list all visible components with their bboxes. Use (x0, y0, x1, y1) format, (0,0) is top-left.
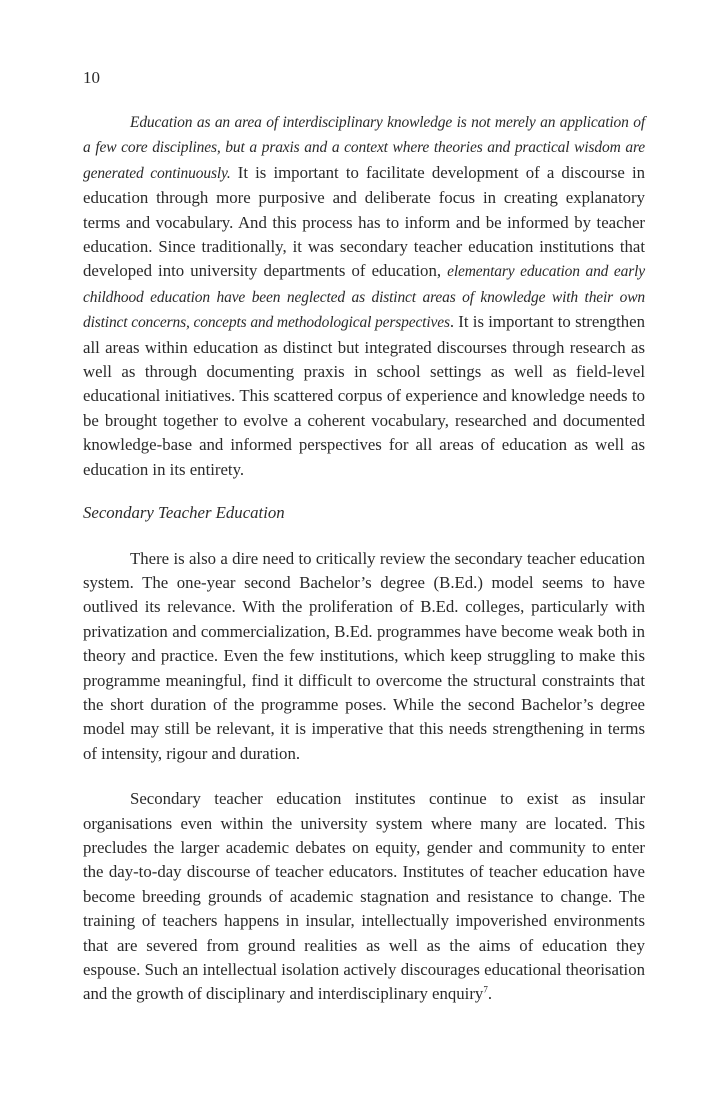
footnote-reference: 7 (483, 984, 488, 995)
body-text (83, 110, 645, 1007)
paragraph-text: Secondary teacher education institutes continue to exist as insular organisations even within the university system where many are located. This precludes the larger academic debates on equity, gender and community to enter the day-to-day discourse of teacher educators. Institutes of teacher education have become breeding grounds of academic stagnation and resistance to change. The training of teachers happens in insular, intellectually impoverished environments that are severed from ground realities as well as the aims of education they espouse. Such an intellectual isolation actively discourages educational theorisation and the growth of disciplinary and interdisciplinary enquiry (83, 789, 645, 1004)
section-heading: Secondary Teacher Education (83, 503, 285, 523)
paragraph-secondary-review: There is also a dire need to critically review the secondary teacher education system. The one-year second Bachelor’s degree (B.Ed.) model seems to have outlived its relevance. With the proliferation of B.Ed. colleges, particularly with privatization and commercialization, B.Ed. programmes have become weak both in theory and practice. Even the few institutions, which keep struggling to make this programme meaningful, find it difficult to overcome the structural constraints that the short duration of the programme poses. While the second Bachelor’s degree model may still be relevant, it is imperative that this needs strengthening in terms of intensity, rigour and duration. (83, 548, 645, 763)
paragraph-end: . (487, 984, 493, 1004)
page-number: 10 (83, 68, 100, 87)
paragraph-text-b: . It is important to strengthen all areas within education as distinct but integrated discourses through research as well as through documenting praxis in school settings as well as field-level educational initiatives. This scattered corpus of experience and knowledge needs to be brought together to evolve a coherent vocabulary, researched and documented knowledge-base and informed perspectives for all areas of education as well as education in its entirety. (83, 312, 645, 479)
paragraph-insular-institutes (83, 787, 645, 1007)
italic-lead-sentence: Education as an area of interdisciplinary knowledge is not merely an application of a few core disciplines, but a praxis and a context where theories and practical wisdom are generated continuously. (83, 114, 645, 182)
paragraph-text-a: It is important to facilitate development of a discourse in education through more purposive and deliberate focus in creating explanatory terms and vocabulary. And this process has to inform and be informed by teacher education. Since traditionally, it was secondary teacher education institutions that developed into university departments of education, (83, 162, 645, 281)
italic-neglected-areas: elementary education and early childhood education have been neglected as distinct areas of knowledge with their own distinct concerns, concepts and methodological perspectives (83, 263, 645, 332)
paragraph-interdisciplinary-knowledge (83, 110, 645, 482)
